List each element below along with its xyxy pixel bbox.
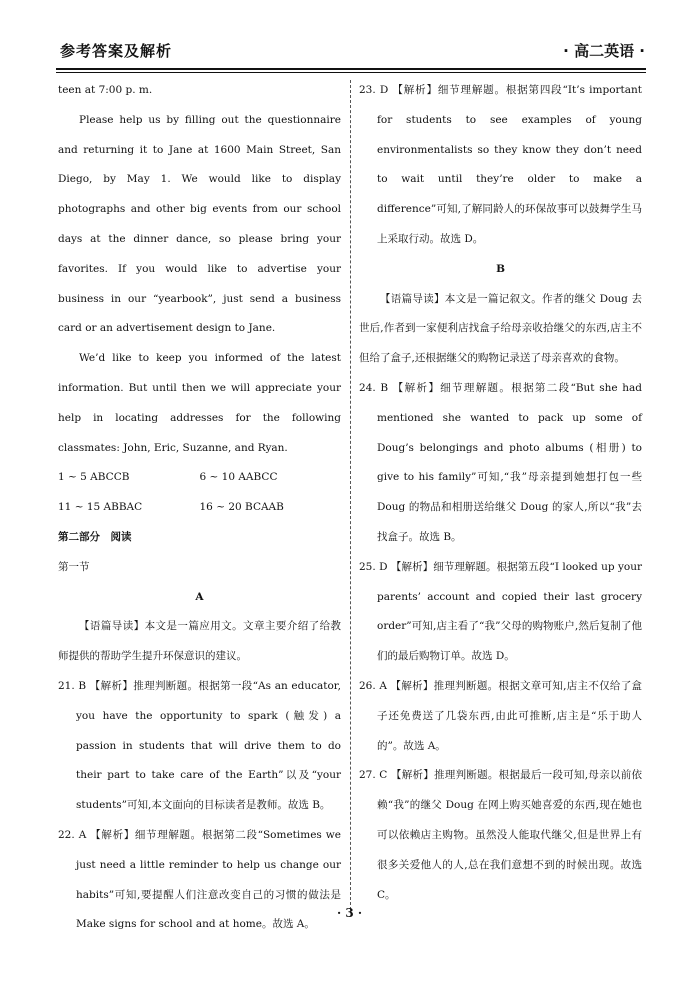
- answer-explanation: 22. A 【解析】细节理解题。根据第二段“Sometimes we just need a little reminder to help us change our habits”可知,要提醒人们注意改变自己的习惯的做法是 Make signs for school and at home。故选 A。: [58, 828, 341, 931]
- header-rule-thin: [56, 72, 646, 73]
- answer-explanation: 25. D 【解析】细节理解题。根据第五段“I looked up your parents’ account and copied their last grocery order”可知,店主看了“我”父母的购物账户,然后复制了他们的最后购物订单。故选 D。: [359, 560, 642, 663]
- answer-explanation: 21. B 【解析】推理判断题。根据第一段“As an educator, you have the opportunity to spark (触发) a passion in students that will drive them to do their part to take care of the Earth”以及“your students”可知,本文面向的目标读者是教师。故选 B。: [58, 679, 341, 812]
- passage-label: B: [496, 262, 505, 275]
- passage-paragraph: We’d like to keep you informed of the latest information. But until then we will appreciate your help in locating addresses for the following classmates: John, Eric, Suzanne, and Ryan.: [58, 352, 341, 454]
- header-rule-thick: [56, 68, 646, 70]
- answer-explanation: 27. C 【解析】推理判断题。根据最后一段可知,母亲以前依赖“我”的继父 Doug 在网上购买她喜爱的东西,现在她也可以依赖店主购物。虽然没人能取代继父,但是世界上有很多关爱他人的人,总在我们意想不到的时候出现。故选 C。: [359, 769, 642, 901]
- passage-guide: 【语篇导读】本文是一篇记叙文。作者的继父 Doug 去世后,作者到一家便利店找盒子给母亲收拾继父的东西,店主不但给了盒子,还根据继父的购物记录送了母亲喜欢的食物。: [359, 292, 642, 365]
- answer-explanation: 26. A 【解析】推理判断题。根据文章可知,店主不仅给了盒子还免费送了几袋东西,由此可推断,店主是“乐于助人的”。故选 A。: [359, 679, 642, 752]
- subject-title: · 高二英语 ·: [563, 42, 645, 60]
- document-header-title: 参考答案及解析: [60, 42, 173, 60]
- passage-text-continued: teen at 7:00 p. m.: [58, 84, 153, 96]
- answer-key: 1 ~ 5 ABCCB: [58, 471, 130, 484]
- left-column: [58, 76, 341, 940]
- page-number: · 3 ·: [336, 906, 363, 920]
- answer-explanation: 24. B 【解析】细节理解题。根据第二段“But she had mentioned she wanted to pack up some of Doug’s belongings and photo albums (相册) to give to his family”可知,“我”母亲提到她想打包一些 Doug 的物品和相册送给继父 Doug 的家人,所以“我”去找盒子。故选 B。: [359, 381, 642, 543]
- passage-guide: 【语篇导读】本文是一篇应用文。文章主要介绍了给教师提供的帮助学生提升环保意识的建议。: [58, 620, 341, 663]
- answer-key: 16 ~ 20 BCAAB: [199, 501, 284, 514]
- answer-row: [58, 463, 341, 493]
- answer-key: 6 ~ 10 AABCC: [199, 471, 278, 484]
- answer-row: [58, 493, 341, 523]
- part-heading: 第二部分 阅读: [58, 530, 132, 543]
- right-column: [359, 76, 642, 910]
- section-heading: 第一节: [58, 560, 90, 573]
- answer-explanation: 23. D 【解析】细节理解题。根据第四段“It’s important for students to see examples of young environmentalists so they know they don’t need to wait until they’re older to make a difference”可知,了解同龄人的环保故事可以鼓舞学生马上采取行动。故选 D。: [359, 84, 642, 245]
- passage-label: A: [195, 590, 204, 603]
- column-divider: [350, 80, 351, 910]
- passage-paragraph: Please help us by filling out the questionnaire and returning it to Jane at 1600 Main Street, San Diego, by May 1. We would like to display photographs and other big events from our school days at the dinner dance, so please bring your favorites. If you would like to advertise your business in our “yearbook”, just send a business card or an advertisement design to Jane.: [58, 113, 341, 335]
- answer-key: 11 ~ 15 ABBAC: [58, 501, 143, 514]
